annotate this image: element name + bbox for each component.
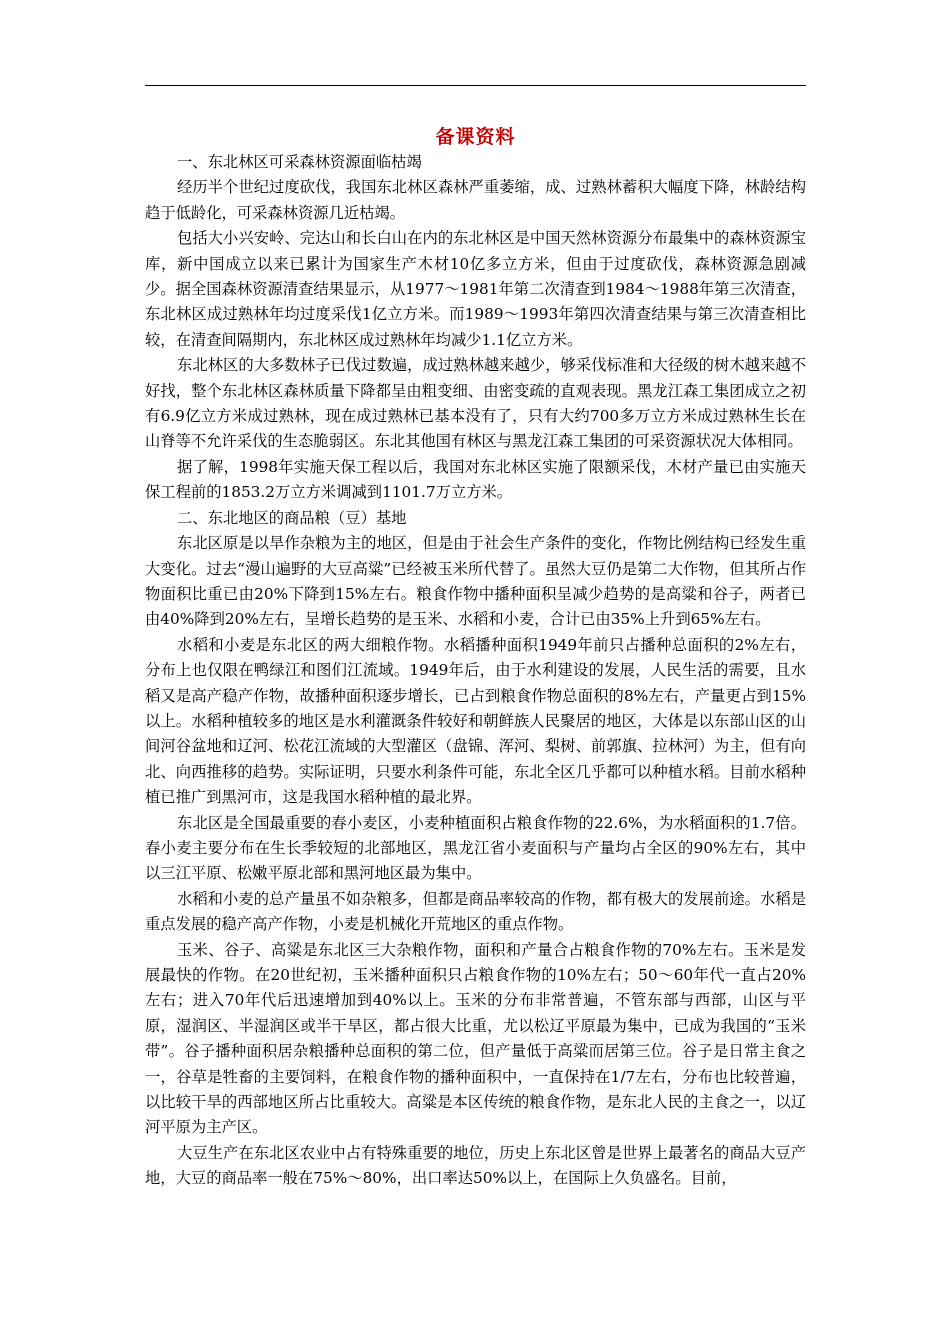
paragraph: 水稻和小麦是东北区的两大细粮作物。水稻播种面积1949年前只占播种总面积的2%左右，分布上也仅限在鸭绿江和图们江流域。1949年后，由于水利建设的发展，人民生活的需要，且水稻又是高产稳产作物，故播种面积逐步增长，已占到粮食作物总面积的8%左右，产量更占到15%以上。水稻种植较多的地区是水利灌溉条件较好和朝鲜族人民聚居的地区，大体是以东部山区的山间河谷盆地和辽河、松花江流域的大型灌区（盘锦、浑河、梨树、前郭旗、拉林河）为主，但有向北、向西推移的趋势。实际证明，只要水利条件可能，东北全区几乎都可以种植水稻。目前水稻种植已推广到黑河市，这是我国水稻种植的最北界。: [145, 635, 806, 807]
paragraph: 玉米、谷子、高粱是东北区三大杂粮作物，面积和产量合占粮食作物的70%左右。玉米是发展最快的作物。在20世纪初，玉米播种面积只占粮食作物的10%左右；50～60年代一直占20%左右；进入70年代后迅速增加到40%以上。玉米的分布非常普遍，不管东部与西部，山区与平原，湿润区、半湿润区或半干旱区，都占很大比重，尤以松辽平原最为集中，已成为我国的“玉米带”。谷子播种面积居杂粮播种总面积的第二位，但产量低于高粱而居第三位。谷子是日常主食之一，谷草是牲畜的主要饲料，在粮食作物的播种面积中，一直保持在1/7左右，分布也比较普遍，以比较干旱的西部地区所占比重较大。高粱是本区传统的粮食作物，是东北人民的主食之一，以辽河平原为主产区。: [145, 940, 806, 1137]
header-rule: [145, 85, 806, 86]
document-title: 备课资料: [435, 126, 516, 148]
paragraph: 东北林区的大多数林子已伐过数遍，成过熟林越来越少，够采伐标准和大径级的树木越来越不好找，整个东北林区森林质量下降都呈由粗变细、由密变疏的直观表现。黑龙江森工集团成立之初有6.9亿立方米成过熟林，现在成过熟林已基本没有了，只有大约700多万立方米成过熟林生长在山脊等不允许采伐的生态脆弱区。东北其他国有林区与黑龙江森工集团的可采资源状况大体相同。: [145, 356, 806, 451]
paragraph: 水稻和小麦的总产量虽不如杂粮多，但都是商品率较高的作物，都有极大的发展前途。水稻是重点发展的稳产高产作物，小麦是机械化开荒地区的重点作物。: [145, 889, 806, 934]
section-heading-1: 一、东北林区可采森林资源面临枯竭: [177, 153, 422, 171]
paragraph: 东北区原是以旱作杂粮为主的地区，但是由于社会生产条件的变化，作物比例结构已经发生重大变化。过去“漫山遍野的大豆高粱”已经被玉米所代替了。虽然大豆仍是第二大作物，但其所占作物面积比重已由20%下降到15%左右。粮食作物中播种面积呈减少趋势的是高粱和谷子，两者已由40%降到20%左右，呈增长趋势的是玉米、水稻和小麦，合计已由35%上升到65%左右。: [145, 534, 806, 629]
paragraph: 大豆生产在东北区农业中占有特殊重要的地位，历史上东北区曾是世界上最著名的商品大豆产地，大豆的商品率一般在75%～80%，出口率达50%以上，在国际上久负盛名。目前，: [145, 1143, 806, 1188]
section-heading-2: 二、东北地区的商品粮（豆）基地: [177, 508, 407, 527]
paragraph: 东北区是全国最重要的春小麦区，小麦种植面积占粮食作物的22.6%，为水稻面积的1.7倍。春小麦主要分布在生长季较短的北部地区，黑龙江省小麦面积与产量均占全区的90%左右，其中以三江平原、松嫩平原北部和黑河地区最为集中。: [145, 813, 806, 883]
paragraph: 据了解，1998年实施天保工程以后，我国对东北林区实施了限额采伐，木材产量已由实施天保工程前的1853.2万立方米调减到1101.7万立方米。: [145, 457, 806, 502]
paragraph: 包括大小兴安岭、完达山和长白山在内的东北林区是中国天然林资源分布最集中的森林资源宝库，新中国成立以来已累计为国家生产木材10亿多立方米，但由于过度砍伐，森林资源急剧减少。据全国森林资源清查结果显示，从1977～1981年第二次清查到1984～1988年第三次清查，东北林区成过熟林年均过度采伐1亿立方米。而1989～1993年第四次清查结果与第三次清查相比较，在清查间隔期内，东北林区成过熟林年均减少1.1亿立方米。: [145, 229, 806, 349]
document-body: [145, 124, 806, 1192]
paragraph: 经历半个世纪过度砍伐，我国东北林区森林严重萎缩，成、过熟林蓄积大幅度下降，林龄结构趋于低龄化，可采森林资源几近枯竭。: [145, 178, 806, 222]
